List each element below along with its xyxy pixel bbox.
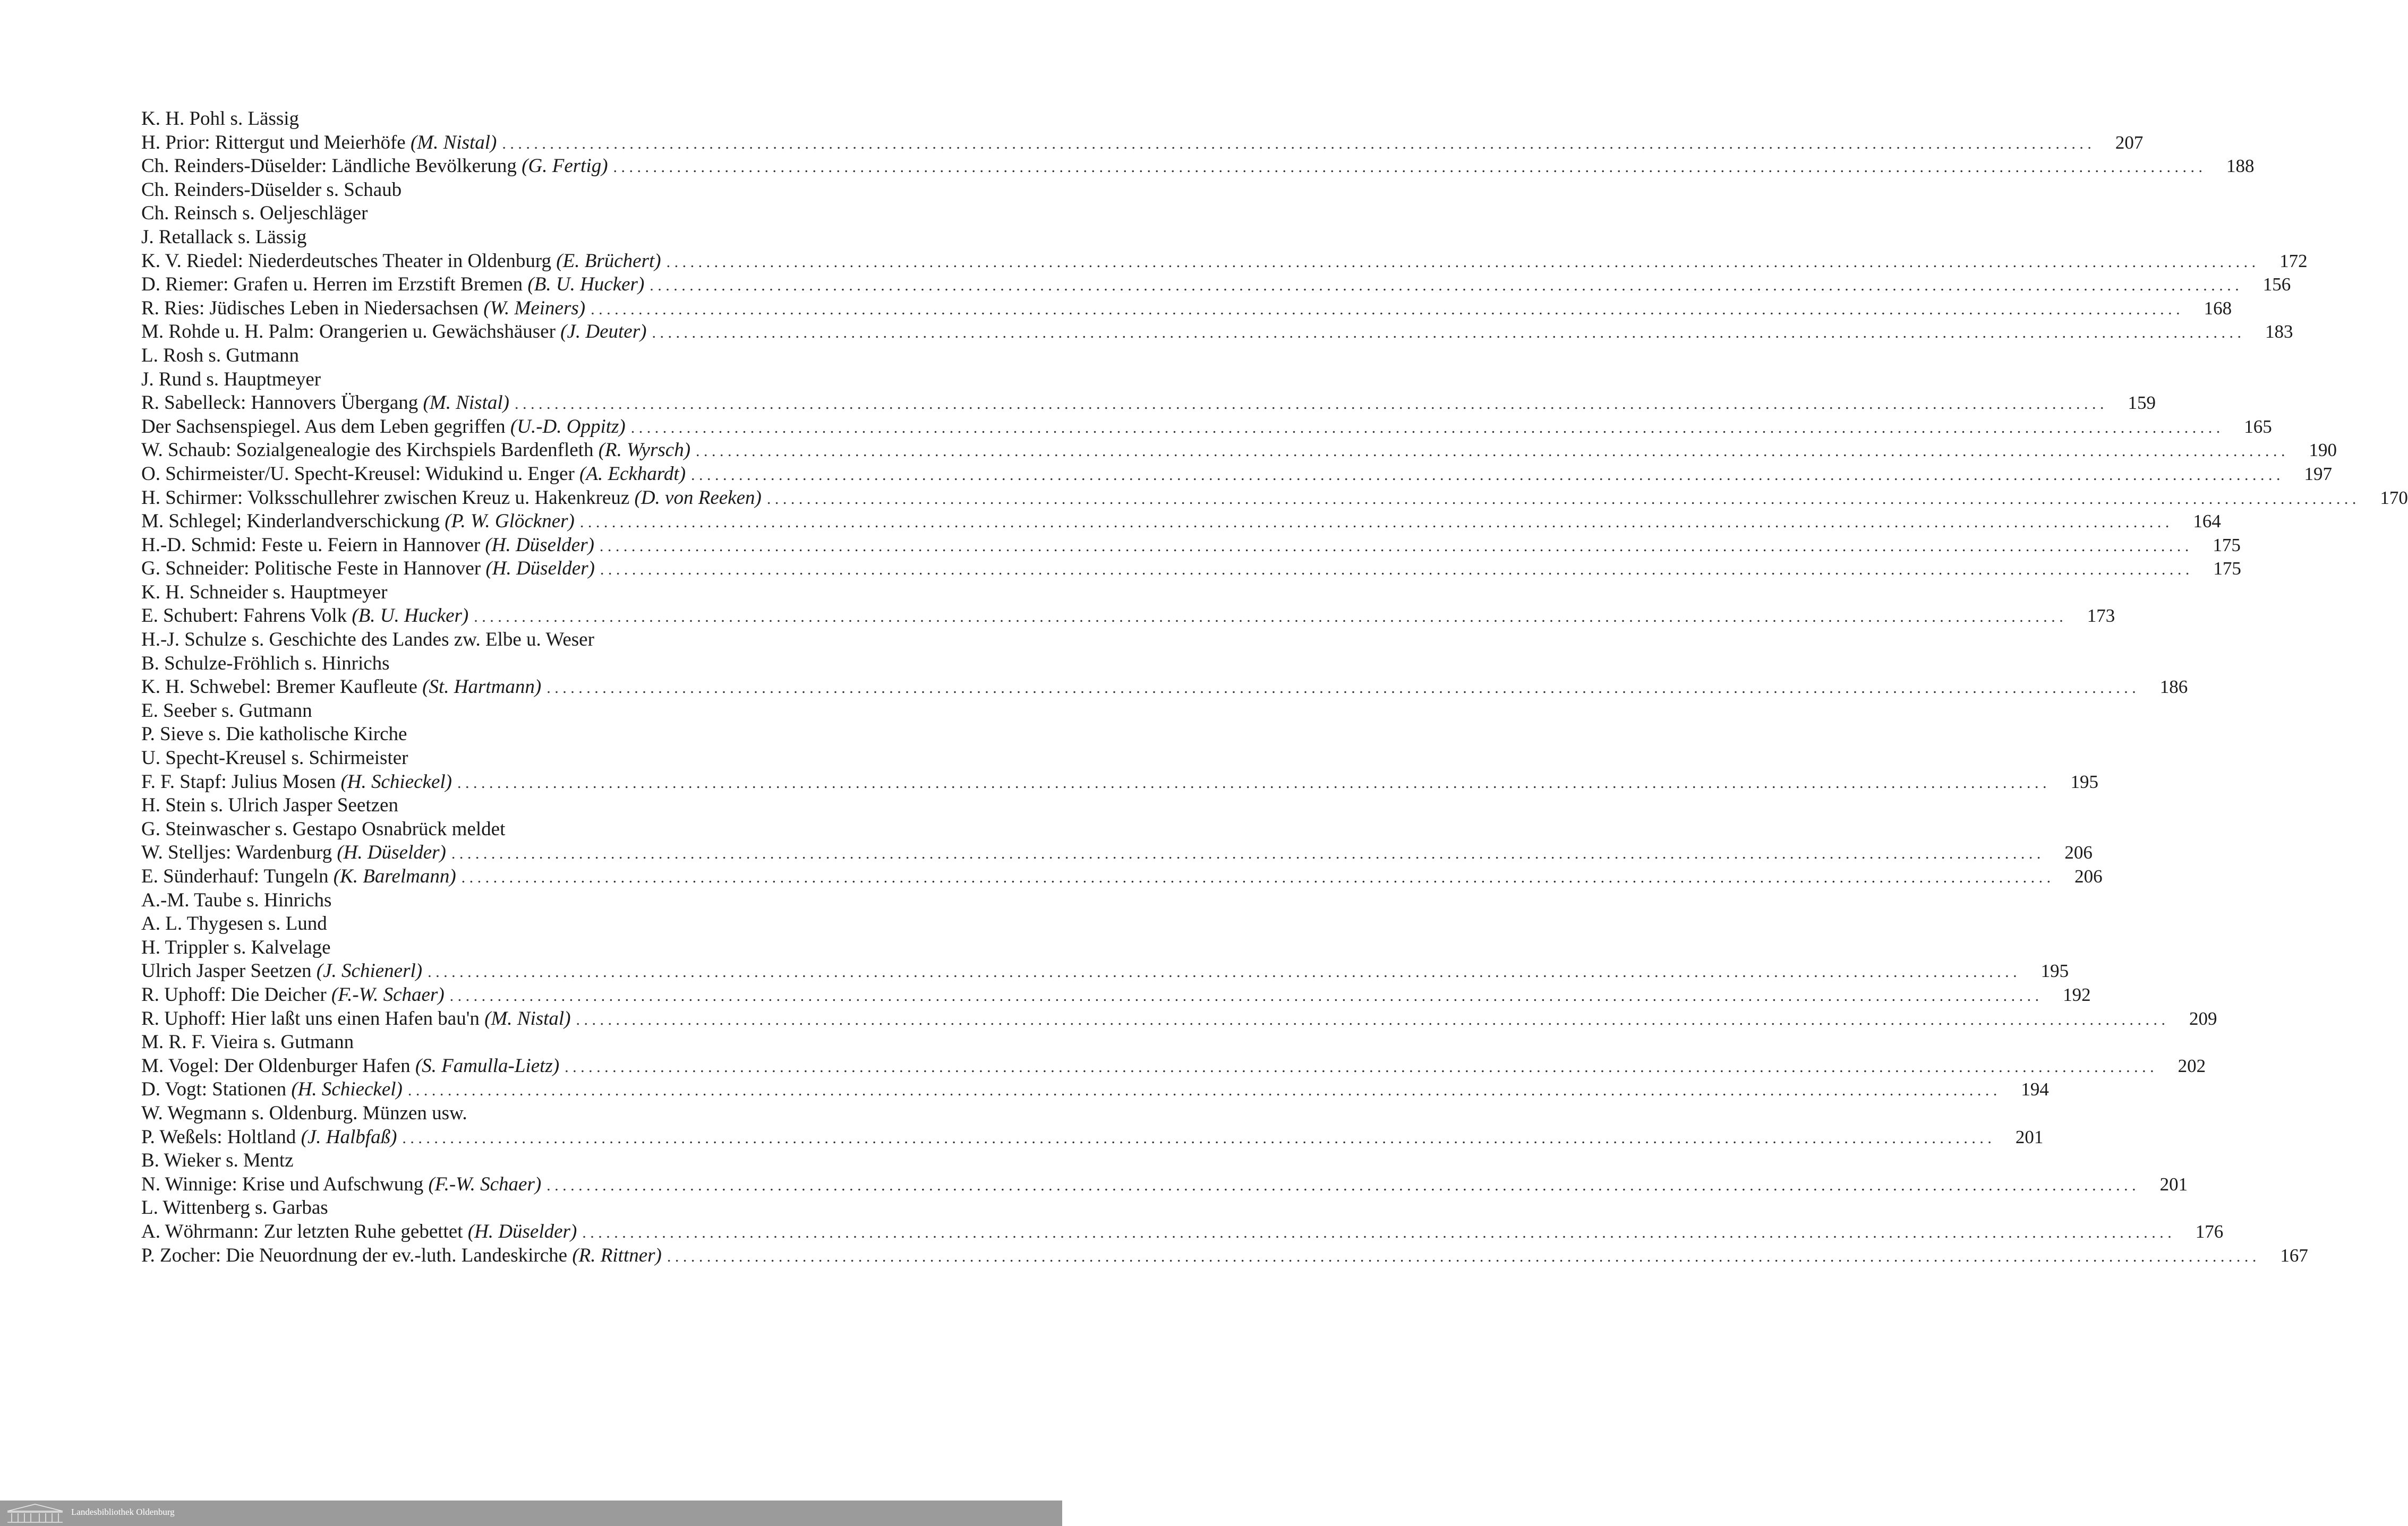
entry-author-title: R. Ries: Jüdisches Leben in Niedersachsen [141,297,484,319]
entry-title [141,368,321,392]
entry-title [141,1078,403,1102]
dot-leader: ........................................................................................................................................................................................................ [652,324,2245,342]
entry-title [141,581,387,605]
index-entry [141,320,2293,344]
index-entry [141,794,924,818]
entry-reviewer: (U.-D. Oppitz) [510,415,626,438]
entry-author-title: B. Wieker s. Mentz [141,1150,294,1172]
page-number: 167 [2280,1245,2308,1266]
entry-reviewer: (M. Nistal) [410,131,497,153]
page-number: 195 [2070,771,2098,792]
entry-title [141,320,646,344]
entry-author-title: L. Rosh s. Gutmann [141,344,300,366]
index-entry [141,747,924,770]
entry-reviewer: (H. Schieckel) [340,770,452,793]
entry-title [141,865,456,889]
entry-reviewer: (R. Wyrsch) [598,439,691,461]
page-number: 188 [2226,156,2255,177]
index-entry [141,202,924,226]
entry-author-title: M. Schlegel; Kinderlandverschickung [141,510,445,533]
entry-title [141,462,686,486]
index-entry [141,1220,2224,1244]
entry-author-title: K. H. Schneider s. Hauptmeyer [141,581,388,603]
entry-title [141,534,594,558]
entry-reviewer: (F.-W. Schaer) [331,983,445,1006]
entry-author-title: P. Zocher: Die Neuordnung der ev.-luth. Landeskirche [141,1244,573,1266]
index-entry [141,1055,2206,1078]
entry-title [141,699,312,723]
index-entry [141,936,924,960]
index-entry [141,462,2333,486]
entry-author-title: N. Winnige: Krise und Aufschwung [141,1173,429,1195]
entry-title [141,297,585,321]
entry-title [141,912,327,936]
entry-title [141,1126,397,1150]
entry-author-title: M. R. F. Vieira s. Gutmann [141,1031,354,1053]
index-entry [141,652,924,676]
entry-reviewer: (H. Düselder) [485,534,594,556]
entry-author-title: O. Schirmeister/U. Specht-Kreusel: Widukind u. Enger [141,462,580,485]
entry-title [141,889,331,913]
entry-reviewer: (M. Nistal) [423,392,509,414]
page-number: 209 [2189,1008,2217,1029]
index-entry [141,889,924,913]
page-number: 173 [2087,605,2115,627]
entry-title [141,1149,294,1173]
dot-leader: ........................................................................................................................................................................................................ [600,561,2193,579]
page-number: 156 [2262,274,2291,295]
index-entry [141,344,924,368]
page-number: 206 [2074,866,2103,887]
entry-author-title: J. Rund s. Hauptmeyer [141,368,321,390]
entry-author-title: G. Steinwascher s. Gestapo Osnabrück meldet [141,818,506,840]
index-entry [141,178,924,202]
entry-title [141,510,575,534]
entry-title [141,1244,662,1268]
entry-author-title: K. H. Pohl s. Lässig [141,108,300,130]
entry-title [141,226,306,250]
entry-title [141,628,594,652]
entry-title [141,1196,328,1220]
entry-title [141,675,541,699]
entry-author-title: Der Sachsenspiegel. Aus dem Leben gegriffen [141,415,510,438]
index-entry [141,1078,2049,1102]
dot-leader: ........................................................................................................................................................................................................ [691,466,2285,484]
entry-author-title: H. Stein s. Ulrich Jasper Seetzen [141,794,398,817]
index-entry [141,675,2188,699]
dot-leader: ........................................................................................................................................................................................................ [547,1176,2140,1194]
page-number: 206 [2064,842,2093,863]
index-entry [141,1149,924,1173]
entry-author-title: M. Vogel: Der Oldenburger Hafen [141,1055,415,1077]
dot-leader: ........................................................................................................................................................................................................ [696,442,2290,460]
entry-title [141,107,299,131]
entry-title [141,1055,559,1078]
index-entry [141,155,2255,178]
entry-title [141,557,595,581]
entry-author-title: U. Specht-Kreusel s. Schirmeister [141,747,408,769]
entry-reviewer: (H. Schieckel) [291,1078,403,1101]
entry-author-title: G. Schneider: Politische Feste in Hannover [141,558,486,580]
page-number: 172 [2279,250,2308,271]
page-number: 170 [2380,487,2408,508]
page-number: 201 [2159,1173,2188,1195]
page-number: 197 [2304,463,2333,484]
entry-title [141,652,390,676]
entry-title [141,723,407,747]
index-entry [141,841,2093,865]
index-entry [141,486,2408,510]
dot-leader: ........................................................................................................................................................................................................ [474,608,2068,626]
dot-leader: ........................................................................................................................................................................................................ [667,1247,2260,1265]
entry-reviewer: (B. U. Hucker) [527,273,645,296]
entry-title [141,344,299,368]
index-entry [141,1126,2044,1150]
index-entry [141,510,2221,534]
entry-title [141,841,446,865]
dot-leader: ........................................................................................................................................................................................................ [565,1058,2158,1076]
index-entry [141,391,2156,415]
entry-title [141,1031,354,1055]
entry-author-title: H. Prior: Rittergut und Meierhöfe [141,131,411,153]
index-entry [141,1244,2308,1268]
index-entry [141,912,924,936]
entry-author-title: H.-J. Schulze s. Geschichte des Landes zw. Elbe u. Weser [141,629,594,651]
page-number: 159 [2128,392,2156,414]
index-entry [141,1102,924,1126]
library-building-icon [5,1503,65,1524]
entry-author-title: K. V. Riedel: Niederdeutsches Theater in Oldenburg [141,250,557,272]
index-entry [141,699,924,723]
dot-leader: ........................................................................................................................................................................................................ [514,395,2108,413]
entry-author-title: D. Vogt: Stationen [141,1078,292,1101]
entry-reviewer: (G. Fertig) [522,155,608,177]
entry-author-title: P. Weßels: Holtland [141,1126,301,1148]
entry-title [141,202,368,226]
index-entry [141,1196,924,1220]
page-number: 175 [2213,534,2241,555]
page-number: 207 [2115,132,2144,153]
entry-title [141,1220,577,1244]
entry-reviewer: (S. Famulla-Lietz) [415,1055,560,1077]
page-number: 201 [2015,1126,2044,1147]
entry-title [141,155,608,178]
entry-reviewer: (J. Deuter) [560,321,647,343]
page-number: 202 [2178,1055,2206,1076]
entry-title [141,250,661,273]
entry-title [141,486,762,510]
entry-title [141,1102,467,1126]
entry-reviewer: (F.-W. Schaer) [428,1173,542,1195]
dot-leader: ........................................................................................................................................................................................................ [582,1223,2176,1241]
entry-author-title: M. Rohde u. H. Palm: Orangerien u. Gewächshäuser [141,321,561,343]
entry-reviewer: (St. Hartmann) [422,676,542,698]
entry-title [141,983,445,1007]
entry-author-title: F. F. Stapf: Julius Mosen [141,770,341,793]
entry-title [141,131,497,155]
page-number: 183 [2265,321,2293,342]
entry-author-title: W. Stelljes: Wardenburg [141,842,337,864]
entry-author-title: E. Schubert: Fahrens Volk [141,605,352,627]
index-entry [141,1173,2188,1197]
index-entry [141,818,924,842]
entry-reviewer: (K. Barelmann) [333,865,456,887]
entry-author-title: Ch. Reinsch s. Oeljeschläger [141,202,368,225]
dot-leader: ........................................................................................................................................................................................................ [407,1082,2001,1100]
entry-title [141,794,398,818]
entry-author-title: A.-M. Taube s. Hinrichs [141,889,332,911]
dot-leader: ........................................................................................................................................................................................................ [451,845,2045,863]
entry-author-title: D. Riemer: Grafen u. Herren im Erzstift Bremen [141,273,528,296]
dot-leader: ........................................................................................................................................................................................................ [457,774,2051,792]
page-number: 195 [2040,961,2069,982]
index-entry [141,557,2241,581]
index-entry [141,250,2308,273]
entry-author-title: Ch. Reinders-Düselder: Ländliche Bevölkerung [141,155,522,177]
entry-author-title: H.-D. Schmid: Feste u. Feiern in Hannover [141,534,485,556]
index-entry [141,604,2115,628]
page-number: 192 [2063,984,2091,1005]
entry-author-title: Ulrich Jasper Seetzen [141,960,317,982]
entry-title [141,747,408,770]
entry-reviewer: (B. U. Hucker) [352,605,469,627]
dot-leader: ........................................................................................................................................................................................................ [599,537,2193,555]
entry-title [141,1173,541,1197]
dot-leader: ........................................................................................................................................................................................................ [449,987,2043,1005]
entry-title [141,1007,571,1031]
entry-author-title: R. Sabelleck: Hannovers Übergang [141,392,423,414]
dot-leader: ........................................................................................................................................................................................................ [666,253,2260,271]
entry-title [141,959,422,983]
page-number: 190 [2309,440,2337,461]
dot-leader: ........................................................................................................................................................................................................ [579,513,2173,531]
dot-leader: ........................................................................................................................................................................................................ [547,679,2140,697]
dot-leader: ........................................................................................................................................................................................................ [502,134,2096,152]
page-number: 175 [2213,558,2241,579]
dot-leader: ........................................................................................................................................................................................................ [591,300,2184,318]
dot-leader: ........................................................................................................................................................................................................ [576,1010,2170,1028]
index-entry [141,107,924,131]
entry-author-title: R. Uphoff: Die Deicher [141,983,331,1006]
index-list [141,107,2408,1267]
dot-leader: ........................................................................................................................................................................................................ [461,869,2055,886]
entry-author-title: H. Trippler s. Kalvelage [141,936,331,958]
entry-author-title: Ch. Reinders-Düselder s. Schaub [141,178,402,201]
entry-title [141,604,468,628]
entry-author-title: B. Schulze-Fröhlich s. Hinrichs [141,652,390,674]
entry-title [141,415,626,439]
dot-leader: ........................................................................................................................................................................................................ [766,490,2360,508]
index-entry [141,226,924,250]
entry-title [141,391,509,415]
page-number: 164 [2193,511,2221,532]
entry-author-title: E. Seeber s. Gutmann [141,699,312,722]
page-number: 194 [2021,1079,2049,1100]
index-entry [141,865,2103,889]
entry-author-title: W. Wegmann s. Oldenburg. Münzen usw. [141,1102,467,1124]
entry-title [141,936,331,960]
entry-reviewer: (E. Brüchert) [556,250,661,272]
page-number: 176 [2195,1221,2224,1242]
entry-reviewer: (J. Halbfaß) [301,1126,397,1148]
entry-reviewer: (M. Nistal) [484,1007,571,1030]
entry-reviewer: (H. Düselder) [337,842,446,864]
page-number: 168 [2204,297,2232,319]
dot-leader: ........................................................................................................................................................................................................ [650,277,2243,295]
entry-author-title: P. Sieve s. Die katholische Kirche [141,723,407,745]
index-entry [141,959,2069,983]
entry-author-title: A. Wöhrmann: Zur letzten Ruhe gebettet [141,1220,468,1242]
entry-reviewer: (H. Düselder) [467,1220,577,1242]
entry-reviewer: (H. Düselder) [485,558,595,580]
entry-author-title: A. L. Thygesen s. Lund [141,913,327,935]
index-entry [141,273,2291,297]
entry-author-title: L. Wittenberg s. Garbas [141,1197,328,1219]
page-number: 165 [2244,416,2272,437]
entry-author-title: J. Retallack s. Lässig [141,226,307,248]
entry-author-title: R. Uphoff: Hier laßt uns einen Hafen bau'n [141,1007,485,1030]
index-entry [141,1031,924,1055]
entry-reviewer: (R. Rittner) [572,1244,662,1266]
entry-title [141,818,505,842]
index-entry [141,368,924,392]
entry-author-title: H. Schirmer: Volksschullehrer zwischen Kreuz u. Hakenkreuz [141,486,635,509]
index-entry [141,983,2091,1007]
entry-reviewer: (W. Meiners) [483,297,586,319]
index-entry [141,415,2272,439]
entry-reviewer: (A. Eckhardt) [579,462,686,485]
index-entry [141,723,924,747]
library-name: Landesbibliothek Oldenburg [71,1507,175,1517]
index-entry [141,628,924,652]
index-entry [141,131,2144,155]
entry-author-title: K. H. Schwebel: Bremer Kaufleute [141,676,423,698]
index-entry [141,439,2337,462]
page-number: 186 [2159,676,2188,698]
entry-title [141,770,452,794]
dot-leader: ........................................................................................................................................................................................................ [402,1129,1996,1147]
entry-title [141,439,690,462]
index-entry [141,1007,2217,1031]
entry-reviewer: (J. Schienerl) [316,960,423,982]
entry-author-title: W. Schaub: Sozialgenealogie des Kirchspiels Bardenfleth [141,439,599,461]
entry-title [141,178,402,202]
dot-leader: ........................................................................................................................................................................................................ [613,158,2207,176]
footer-bar [0,1501,1062,1526]
entry-author-title: E. Sünderhauf: Tungeln [141,865,334,887]
entry-reviewer: (D. von Reeken) [634,486,762,509]
entry-title [141,273,644,297]
dot-leader: ........................................................................................................................................................................................................ [428,963,2021,981]
dot-leader: ........................................................................................................................................................................................................ [630,418,2224,436]
entry-reviewer: (P. W. Glöckner) [445,510,575,533]
index-entry [141,581,924,605]
index-entry [141,297,2232,321]
index-entry [141,770,2098,794]
index-entry [141,534,2241,558]
